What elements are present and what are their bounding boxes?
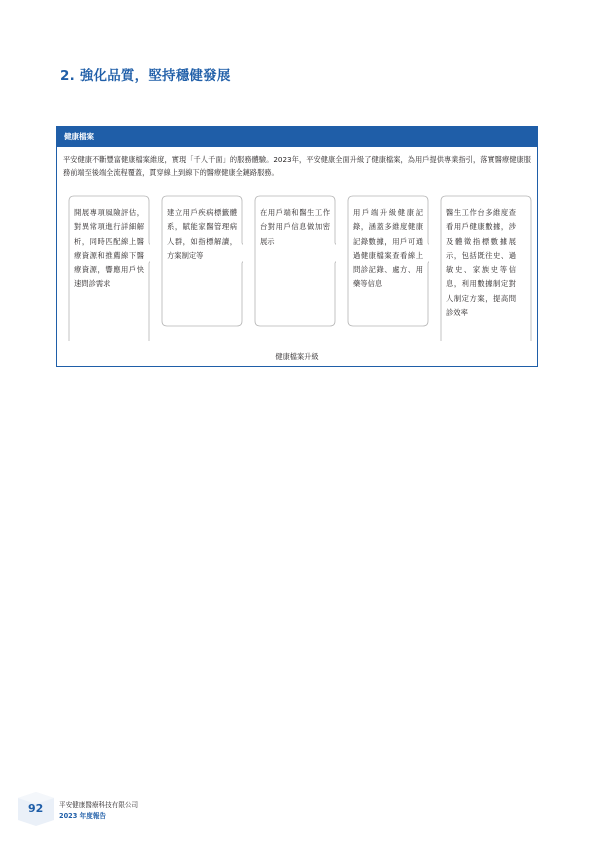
step-card xyxy=(68,195,150,341)
page-number: 92 xyxy=(28,802,44,815)
panel-header: 健康檔案 xyxy=(57,127,537,147)
page-footer xyxy=(14,790,214,830)
step-card xyxy=(161,195,243,341)
step-card xyxy=(440,195,522,341)
step-text: 用戶端升級健康記錄，涵蓋多維度健康記錄數據，用戶可通過健康檔案查看線上問診記錄、處方、用藥等信息 xyxy=(353,208,423,289)
company-name: 平安健康醫療科技有限公司 xyxy=(59,801,139,809)
step-card xyxy=(347,195,429,341)
panel-intro: 平安健康不斷豐富健康檔案維度，實現「千人千面」的服務體驗。2023年，平安健康全面升級了健康檔案，為用戶提供專業指引，落實醫療健康服務前端至後端全流程覆蓋，貫穿線上到線下的醫療健康全鏈路服務。 xyxy=(63,155,531,177)
step-text: 建立用戶疾病標籤體系，賦能家醫管理病人群，如指標解讀，方案制定等 xyxy=(167,208,237,260)
panel-footer: 健康檔案升級 xyxy=(275,352,319,361)
step-text: 開展專項風險評估，對異常項進行詳細解析，同時匹配線上醫療資源和推薦線下醫療資源，響應用戶快速問診需求 xyxy=(74,208,144,289)
upgrade-steps xyxy=(66,195,532,341)
step-text: 醫生工作台多維度查看用戶健康數據，涉及體徵指標數據展示，包括既往史、過敏史、家族史等信息，利用數據制定對人制定方案，提高問診效率 xyxy=(446,208,516,318)
step-card xyxy=(254,195,336,341)
report-title: 2023 年度報告 xyxy=(59,812,107,820)
health-record-panel xyxy=(56,126,538,367)
step-text: 在用戶端和醫生工作台對用戶信息做加密展示 xyxy=(260,208,330,246)
section-title: 2. 強化品質，堅持穩健發展 xyxy=(60,68,231,84)
